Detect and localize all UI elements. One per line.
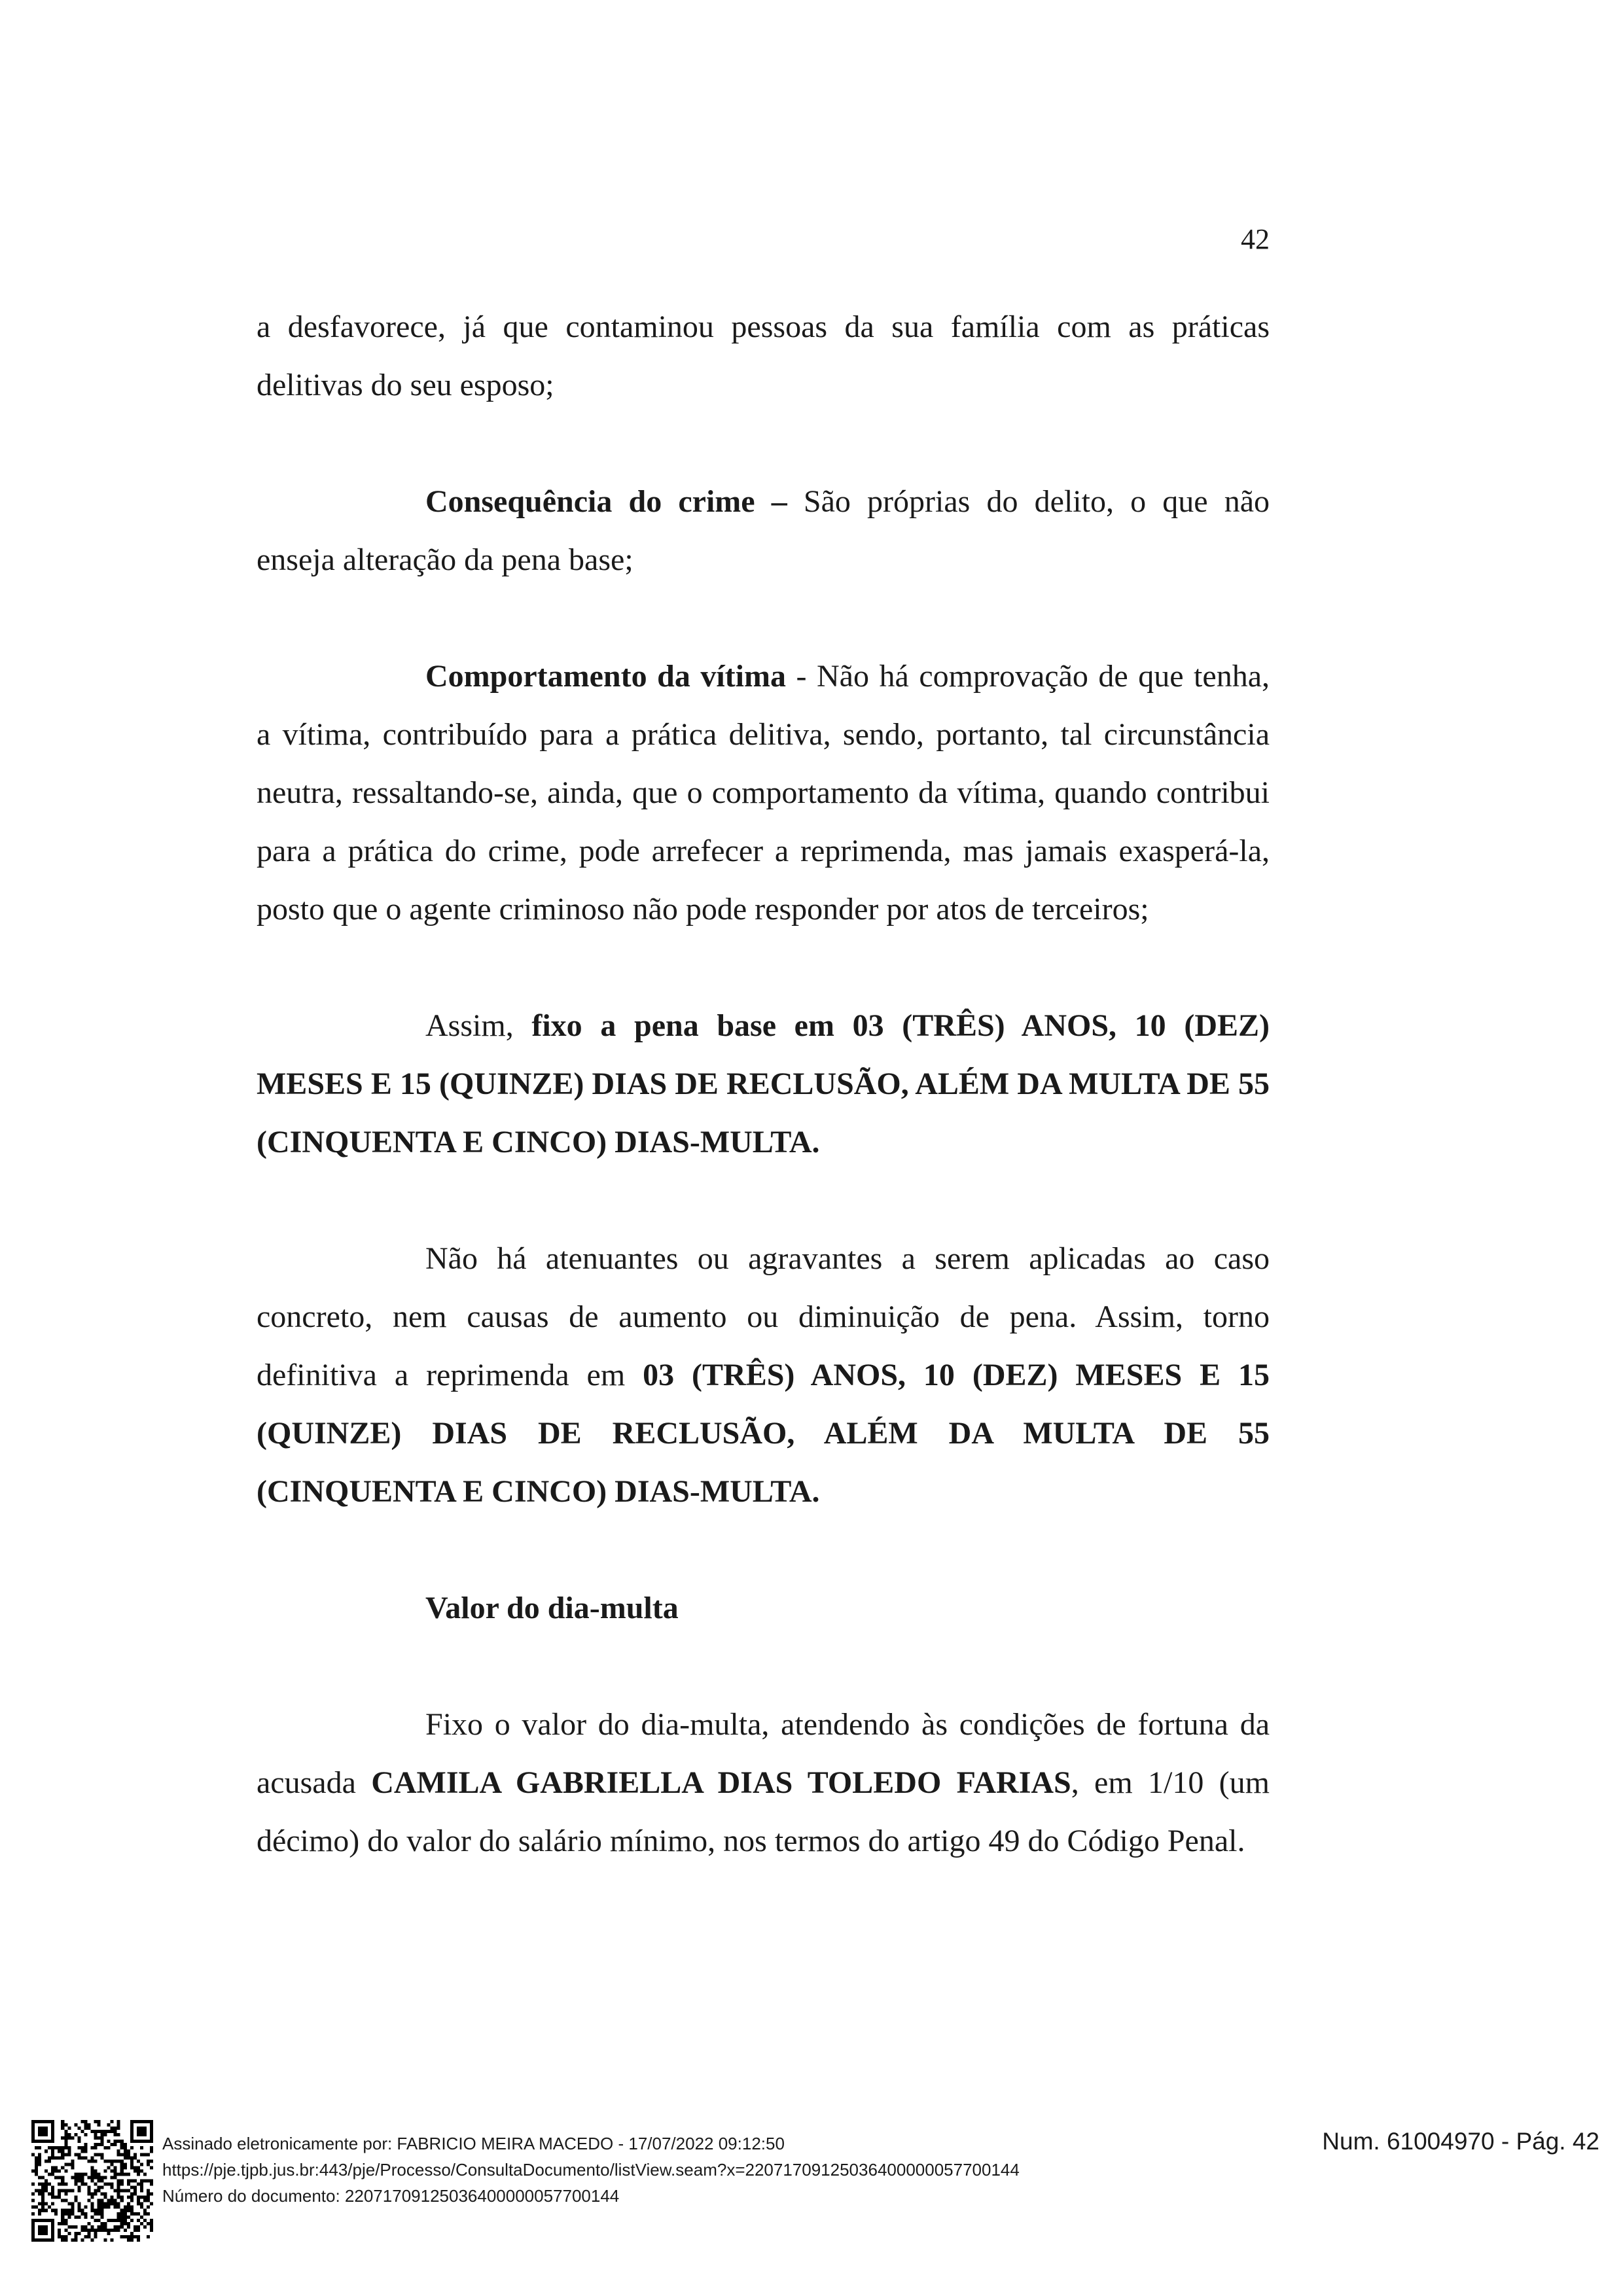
qr-code-icon — [31, 2120, 153, 2242]
paragraph — [257, 472, 1270, 589]
paragraph — [257, 1695, 1270, 1870]
page-number: 42 — [1241, 223, 1270, 255]
text-run: a desfavorece, já que contaminou pessoas da sua família com as práticas delitivas do seu esposo; — [257, 309, 1270, 402]
document-body — [257, 298, 1270, 1870]
text-run: , em 1/10 (um décimo) do valor do salário mínimo, nos termos do artigo 49 do Código Penal. — [257, 1765, 1270, 1858]
signature-line: Assinado eletronicamente por: FABRICIO MEIRA MACEDO - 17/07/2022 09:12:50 — [162, 2134, 785, 2153]
text-run: Fixo o valor do dia-multa, atendendo às condições de fortuna da acusada — [257, 1707, 1270, 1800]
document-number: Número do documento: 22071709125036400000057700144 — [162, 2186, 620, 2206]
paragraph — [257, 1229, 1270, 1521]
paragraph — [257, 647, 1270, 938]
bold-text: CAMILA GABRIELLA DIAS TOLEDO FARIAS — [371, 1765, 1071, 1800]
text-run: São próprias do delito, o que não enseja alteração da pena base; — [257, 484, 1270, 577]
paragraph — [257, 1579, 1270, 1637]
num-pag-label: Num. 61004970 - Pág. 42 — [1322, 2128, 1599, 2155]
bold-text: Consequência do crime — [425, 484, 755, 519]
bold-text: fixo a pena base em 03 (TRÊS) ANOS, 10 (DEZ) MESES E 15 (QUINZE) DIAS DE RECLUSÃO, ALÉM DA MULTA DE 55 (CINQUENTA E CINCO) DIAS-MULTA. — [257, 1008, 1270, 1159]
text-run: Não há atenuantes ou agravantes a serem aplicadas ao caso concreto, nem causas de aumento ou diminuição de pena. Assim, torno definitiva a reprimenda em — [257, 1241, 1270, 1392]
text-run: Assim, — [425, 1008, 532, 1043]
bold-text: Valor do dia-multa — [425, 1591, 679, 1625]
verification-url[interactable]: https://pje.tjpb.jus.br:443/pje/Processo/ConsultaDocumento/listView.seam?x=22071709125036400000057700144 — [162, 2160, 1020, 2180]
paragraph — [257, 298, 1270, 414]
bold-text: Comportamento da vítima — [425, 659, 786, 694]
bold-text: – — [755, 484, 804, 519]
paragraph — [257, 997, 1270, 1171]
bold-text: 03 (TRÊS) ANOS, 10 (DEZ) MESES E 15 (QUINZE) DIAS DE RECLUSÃO, ALÉM DA MULTA DE 55 (CINQUENTA E CINCO) DIAS-MULTA. — [257, 1358, 1270, 1509]
text-run: - Não há comprovação de que tenha, a vítima, contribuído para a prática delitiva, sendo, portanto, tal circunstância neutra, ressaltando-se, ainda, que o comportamento da vítima, quando contribui para a prática do crime, pode arrefecer a reprimenda, mas jamais exasperá-la, posto que o agente criminoso não pode responder por atos de terceiros; — [257, 659, 1270, 927]
signature-block — [162, 2130, 1020, 2209]
